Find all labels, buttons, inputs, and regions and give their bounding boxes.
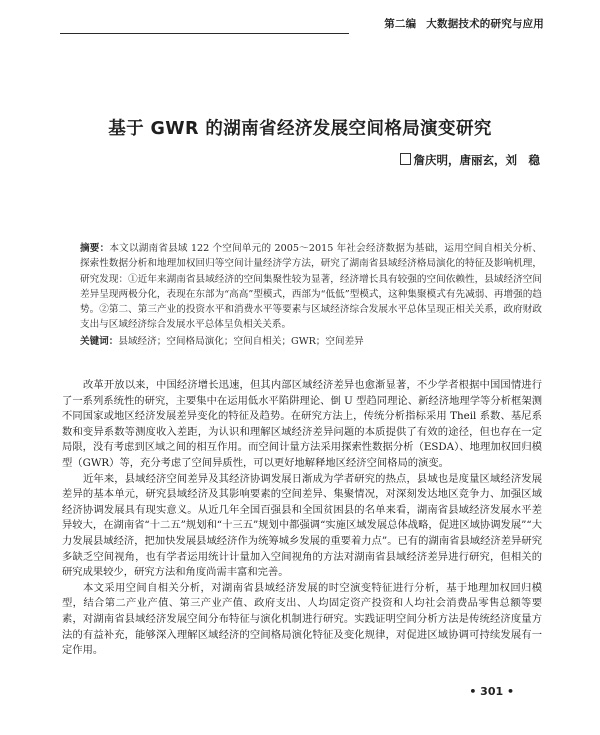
abstract-paragraph (80, 241, 542, 333)
body-text (62, 378, 542, 659)
authors (400, 152, 541, 168)
abstract (80, 241, 542, 349)
body-paragraph-1: 改革开放以来，中国经济增长迅速，但其内部区域经济差异也愈渐显著，不少学者根据中国国情进行了一系列系统性的研究，主要集中在运用低水平陷阱理论、倒 U 型趋同理论、新经济地理学等分析框架测不同国家或地区经济发展差异变化的特征及趋势。在研究方法上，传统分析指标采用 Theil 系数、基尼系数和变异系数等测度收入差距，为认识和理解区域经济差异问题的本质提供了有效的途径，但也存在一定局限，没有考虑到区域之间的相互作用。而空间计量方法采用探索性数据分析（ESDA）、地理加权回归模型（GWR）等，充分考虑了空间异质性，可以更好地解释地区经济空间格局的演变。 (62, 379, 542, 469)
header-chapter: 第二编 (384, 18, 417, 30)
header-section: 大数据技术的研究与应用 (426, 18, 544, 30)
keywords-text: 县域经济；空间格局演化；空间自相关；GWR；空间差异 (118, 335, 364, 347)
author-marker-icon (400, 153, 411, 165)
keywords-paragraph (80, 334, 542, 349)
body-paragraph-3: 本文采用空间自相关分析，对湖南省县域经济发展的时空演变特征进行分析，基于地理加权回归模型，结合第二产业产值、第三产业产值、政府支出、人均固定资产投资和人均社会消费品零售总额等要素，对湖南省县域经济发展空间分布特征与演化机制进行研究。实践证明空间分析方法是传统经济度量方法的有益补充，能够深入理解区域经济的空间格局演化特征及变化规律，对促进区域协调可持续发展有一定作用。 (62, 581, 542, 657)
paper-title: 基于 GWR 的湖南省经济发展空间格局演变研究 (108, 119, 492, 139)
author-names: 詹庆明，唐丽玄，刘 稳 (413, 153, 540, 167)
header-text (384, 16, 544, 31)
body-paragraph-2: 近年来，县域经济空间差异及其经济协调发展日渐成为学者研究的热点，县域也是度量区域经济发展差异的基本单元，研究县域经济及其影响要素的空间差异、集聚情况，对深刻发达地区竞争力、加强区域经济协调发展具有现实意义。从近几年全国百强县和全国贫困县的名单来看，湖南省县域经济发展水平差异较大，在湖南省“十二五”规划和“十三五”规划中都强调“实施区域发展总体战略，促进区域协调发展”“大力发展县域经济，把加快发展县域经济作为统筹城乡发展的重要着力点”。已有的湖南省县域经济差异研究多缺乏空间视角，也有学者运用统计计量加入空间视角的方法对湖南省县域经济差异进行研究，但相关的研究成果较少，研究方法和角度尚需丰富和完善。 (62, 472, 542, 579)
header-rule (60, 33, 349, 34)
abstract-text: 本文以湖南省县域 122 个空间单元的 2005～2015 年社会经济数据为基础，运用空间自相关分析、探索性数据分析和地理加权回归等空间计量经济学方法，研究了湖南省县域经济格局演化的特征及影响机理，研究发现：①近年来湖南省县域经济的空间集聚性较为显著，经济增长具有较强的空间依赖性，县域经济空间差异呈现两极分化，表现在东部为“高高”型模式，西部为“低低”型模式，这种集聚模式有先减弱、再增强的趋势。②第二、第三产业的投资水平和消费水平等要素与区域经济综合发展水平总体呈现正相关关系，政府财政支出与区域经济综合发展水平总体呈负相关关系。 (80, 243, 542, 331)
running-header (60, 18, 544, 34)
abstract-label: 摘要： (80, 243, 110, 254)
keywords-label: 关键词： (80, 335, 119, 347)
page-number: • 301 • (469, 685, 514, 698)
